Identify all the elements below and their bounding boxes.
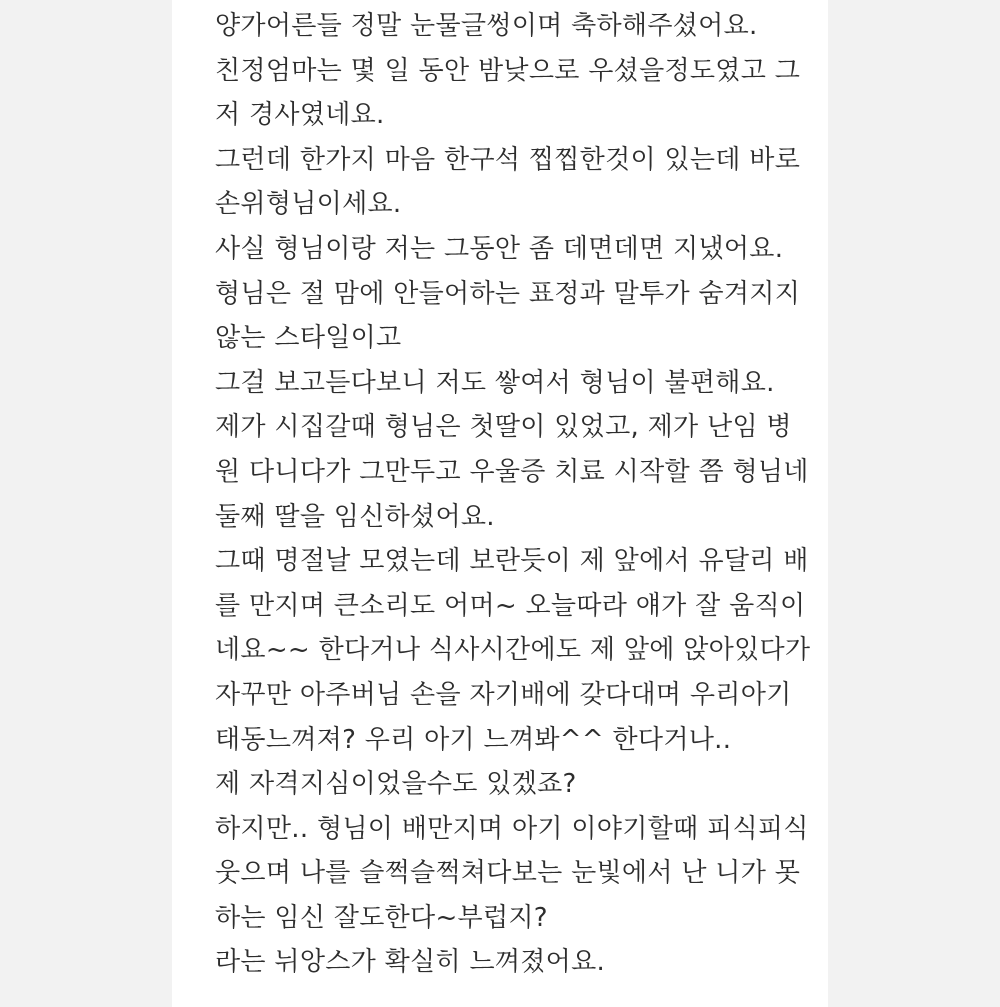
- text-line: 그걸 보고듣다보니 저도 쌓여서 형님이 불편해요.: [215, 367, 775, 398]
- text-line: 둘째 딸을 임신하셨어요.: [215, 501, 495, 532]
- text-line: 원 다니다가 그만두고 우울증 치료 시작할 쯤 형님네: [215, 456, 809, 487]
- text-line: 라는 뉘앙스가 확실히 느껴졌어요.: [215, 947, 606, 978]
- text-line: 형님은 절 맘에 안들어하는 표정과 말투가 숨겨지지: [215, 278, 801, 309]
- left-margin: [0, 0, 172, 1007]
- text-line: 제가 시집갈때 형님은 첫딸이 있었고, 제가 난임 병: [215, 412, 792, 443]
- text-line: 태동느껴져? 우리 아기 느껴봐^^ 한다거나..: [215, 724, 732, 755]
- text-line: 사실 형님이랑 저는 그동안 좀 데면데면 지냈어요.: [215, 233, 784, 264]
- post-text: [215, 4, 855, 985]
- text-line: 하는 임신 잘도한다~부럽지?: [215, 902, 548, 933]
- text-line: 그때 명절날 모였는데 보란듯이 제 앞에서 유달리 배: [215, 546, 809, 577]
- text-line: 자꾸만 아주버님 손을 자기배에 갖다대며 우리아기: [215, 679, 792, 710]
- text-line: 웃으며 나를 슬쩍슬쩍쳐다보는 눈빛에서 난 니가 못: [215, 858, 801, 889]
- text-line: 네요~~ 한다거나 식사시간에도 제 앞에 앉아있다가: [215, 635, 811, 666]
- text-line: 제 자격지심이었을수도 있겠죠?: [215, 769, 577, 800]
- text-line: 저 경사였네요.: [215, 100, 385, 131]
- text-line: 손위형님이세요.: [215, 189, 402, 220]
- right-margin: [828, 0, 1000, 1007]
- text-line: 친정엄마는 몇 일 동안 밤낮으로 우셨을정도였고 그: [215, 55, 801, 86]
- text-line: 그런데 한가지 마음 한구석 찝찝한것이 있는데 바로: [215, 144, 801, 175]
- post-body: [172, 0, 828, 1007]
- text-line: 양가어른들 정말 눈물글썽이며 축하해주셨어요.: [215, 11, 758, 41]
- text-line: 않는 스타일이고: [215, 323, 402, 354]
- text-line: 를 만지며 큰소리도 어머~ 오늘따라 얘가 잘 움직이: [215, 590, 806, 621]
- text-line: 하지만.. 형님이 배만지며 아기 이야기할때 피식피식: [215, 813, 809, 844]
